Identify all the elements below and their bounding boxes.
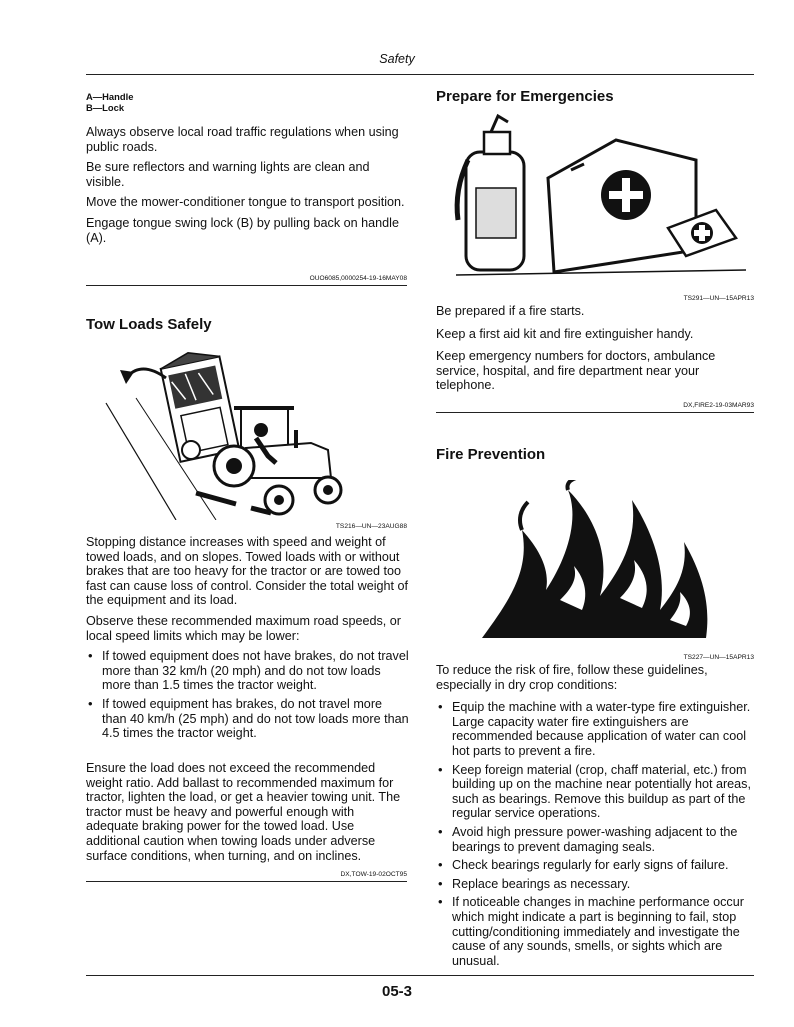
paragraph: Stopping distance increases with speed and weight of towed loads, and on slopes. Towed loads with or without brakes that are too heavy for the tractor or are towed too fast can cause loss of control. Consider the total weight of the equipment and its load. (86, 535, 409, 608)
list-item: • Replace bearings as necessary. (436, 877, 758, 892)
transport-section (86, 125, 410, 251)
section-rule (86, 881, 407, 882)
section-rule (436, 412, 754, 413)
paragraph: Always observe local road traffic regulations when using public roads. (86, 125, 399, 154)
list-item: • If towed equipment has brakes, do not travel more than 40 km/h (25 mph) and do not tow loads more than 4.5 times the tractor weight. (86, 697, 410, 741)
paragraph: Be sure reflectors and warning lights are clean and visible. (86, 160, 370, 189)
paragraph: Keep a first aid kit and fire extinguisher handy. (436, 326, 694, 341)
reference-code: DX,TOW-19-02OCT95 (340, 871, 407, 878)
paragraph: Move the mower-conditioner tongue to transport position. (86, 195, 405, 210)
paragraph: To reduce the risk of fire, follow these guidelines, especially in dry crop conditions: (436, 663, 708, 692)
emergency-body (436, 304, 758, 399)
figure-id: TS227—UN—15APR13 (683, 654, 754, 661)
section-title-emergency: Prepare for Emergencies (436, 88, 614, 105)
tow-body (86, 535, 410, 745)
legend-item-a: A—Handle (86, 91, 134, 102)
fire-body (436, 663, 758, 972)
emergency-kit-illustration (446, 110, 750, 288)
header-rule (86, 74, 754, 75)
tractor-tow-illustration (96, 338, 396, 520)
list-item: • Check bearings regularly for early signs of failure. (436, 858, 758, 873)
list-item: • Avoid high pressure power-washing adjacent to the bearings to prevent damaging seals. (436, 825, 758, 854)
reference-code: OUO6085,0000254-19-16MAY08 (309, 275, 407, 282)
section-title-tow: Tow Loads Safely (86, 316, 212, 333)
fire-illustration (470, 480, 720, 642)
paragraph: Engage tongue swing lock (B) by pulling back on handle (A). (86, 215, 399, 245)
paragraph: Observe these recommended maximum road speeds, or local speed limits which may be lower: (86, 613, 401, 643)
reference-code: DX,FIRE2-19-03MAR93 (683, 402, 754, 409)
list-item: • If noticeable changes in machine performance occur which might indicate a part is beginning to fail, stop cutting/conditioning immediately and investigate the cause of any sounds, smells, or sights which are unusual. (436, 895, 758, 968)
page-number: 05-3 (381, 983, 413, 1000)
paragraph: Ensure the load does not exceed the recommended weight ratio. Add ballast to recommended maximum for tractor, lighten the load, or get a heavier towing unit. The tractor must be heavy and powerful enough with adequate braking power for the towed load. Use additional caution when towing loads under adverse surface conditions, when turning, and on inclines. (86, 761, 401, 863)
tow-closing (86, 761, 410, 869)
speed-bullet-list (86, 649, 410, 741)
paragraph: Be prepared if a fire starts. (436, 304, 585, 318)
list-item: • Equip the machine with a water-type fire extinguisher. Large capacity water fire extinguishers are recommended because application of water can cool hot parts to prevent a fire. (436, 700, 758, 758)
figure-legend (86, 91, 133, 113)
figure-id: TS216—UN—23AUG88 (335, 523, 407, 530)
paragraph: Keep emergency numbers for doctors, ambulance service, hospital, and fire department near your telephone. (436, 349, 716, 393)
section-title-fire: Fire Prevention (436, 446, 546, 463)
legend-item-b: B—Lock (86, 102, 125, 113)
fire-bullet-list (436, 700, 758, 968)
section-rule (86, 285, 407, 286)
list-item: • Keep foreign material (crop, chaff material, etc.) from building up on the machine near potentially hot areas, such as bearings. Remove this buildup as part of the regular service operations. (436, 763, 758, 821)
list-item: • If towed equipment does not have brakes, do not travel more than 32 km/h (20 mph) and do not tow loads more than 1.5 times the tractor weight. (86, 649, 410, 693)
figure-id: TS291—UN—15APR13 (683, 295, 754, 302)
running-header: Safety (379, 52, 415, 66)
footer-rule (86, 975, 754, 976)
